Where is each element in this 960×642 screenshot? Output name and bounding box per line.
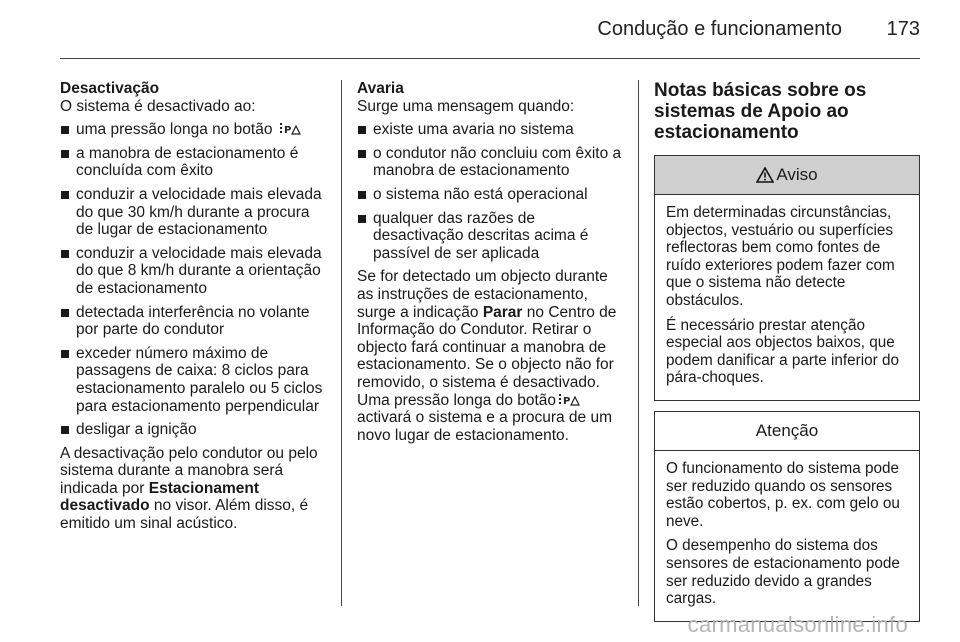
bullet-icon [61,426,69,434]
list-item-text: desligar a ignição [76,421,197,439]
caution-box [654,411,920,622]
list-item [60,145,330,180]
list-item-text: conduzir a velocidade mais elevada do que 8 km/h durante a orientação de estacionamento [76,244,322,297]
caution-text: O desempenho do sistema dos sensores de estacionamento pode ser reduzido devido a grandes cargas. [666,537,900,608]
bullet-icon [61,191,69,199]
bullet-icon [61,126,69,134]
caution-box-body [655,451,919,621]
paragraph-text: Se for detectado um objecto durante as instruções de estacionamento, surge a indicação [357,268,608,321]
column-divider-2 [638,80,639,606]
deactivation-paragraph [60,445,330,533]
list-item-text: existe uma avaria no sistema [373,121,574,139]
list-item [357,121,627,139]
warning-triangle-icon [756,167,774,183]
bullet-icon [61,350,69,358]
warning-box-title: Aviso [776,165,818,185]
paragraph-text: A desactivação pelo condutor ou pelo sistema durante a manobra será indicada por [60,444,318,497]
watermark: carmanualsonline.info [687,612,908,637]
list-item [60,245,330,298]
warning-box-header [655,156,919,195]
svg-text:P: P [563,395,571,407]
caution-text: O funcionamento do sistema pode ser reduzido quando os sensores estão cobertos, p. ex. com gelo ou neve. [666,459,900,530]
list-item [357,145,627,180]
list-item-text: conduzir a velocidade mais elevada do que 30 km/h durante a procura de lugar de estacionamento [76,185,322,239]
caution-box-title: Atenção [755,421,819,441]
list-item [60,121,330,139]
bullet-icon [358,215,366,223]
page-header [0,0,960,58]
section-title: Notas básicas sobre os sistemas de Apoio ao estacionamento [654,80,867,143]
column-basic-notes [654,80,920,632]
list-item-text: uma pressão longa no botão [76,121,273,139]
list-item-text: o condutor não concluiu com êxito a manobra de estacionamento [373,144,622,180]
paragraph-text: activará o sistema e a procura de um novo lugar de estacionamento. [357,409,613,444]
warning-box-body [655,195,919,400]
bullet-icon [61,150,69,158]
header-divider [60,58,920,59]
caution-box-header [655,412,919,451]
park-assist-icon [558,393,580,407]
bullet-icon [61,250,69,258]
section-heading: Avaria [357,80,404,97]
list-item [60,421,330,439]
warning-text: É necessário prestar atenção especial aos objectos baixos, que podem danificar a parte inferior do pára-choques. [666,316,899,387]
list-item-text: a manobra de estacionamento é concluída com êxito [76,144,299,180]
column-fault [357,80,627,450]
bullet-icon [358,191,366,199]
intro-text: O sistema é desactivado ao: [60,97,256,115]
svg-text:P: P [283,125,292,137]
bullet-icon [358,150,366,158]
list-item [60,186,330,239]
paragraph-text: no visor. Além disso, é emitido um sinal acústico. [60,497,309,533]
park-assist-icon [279,122,301,136]
bullet-icon [358,126,366,134]
list-item-text: qualquer das razões de desactivação descritas acima é passível de ser aplicada [373,209,589,262]
section-heading: Desactivação [60,80,160,97]
list-item-text: exceder número máximo de passagens de caixa: 8 ciclos para estacionamento paralelo ou 5 ciclos para estacionamento perpendicular [76,344,323,415]
column-divider-1 [341,80,342,606]
display-message-text: Parar [482,303,523,321]
warning-box [654,155,920,401]
list-item [357,210,627,263]
list-item [357,186,627,204]
bullet-list [357,121,627,262]
intro-text: Surge uma mensagem quando: [357,97,575,115]
fault-paragraph [357,268,627,444]
page-number: 173 [886,18,920,40]
page-title: Condução e funcionamento [597,18,842,40]
list-item-text: o sistema não está operacional [373,185,588,203]
bullet-list [60,121,330,439]
column-deactivation [60,80,330,539]
paragraph-text: no Centro de Informação do Condutor. Retirar o objecto fará continuar a manobra de estacionamento. Se o objecto não for removido, o sistema é desactivado. Uma pressão longa do botão [357,303,617,409]
list-item [60,345,330,415]
list-item-text: detectada interferência no volante por parte do condutor [76,303,310,339]
bullet-icon [61,309,69,317]
list-item [60,304,330,339]
display-message-text: Estacionament desactivado [60,479,260,515]
warning-text: Em determinadas circunstâncias, objectos, vestuário ou superfícies reflectoras bem como fontes de ruído exteriores podem fazer com que o sistema não detecte obstáculos. [666,204,895,309]
